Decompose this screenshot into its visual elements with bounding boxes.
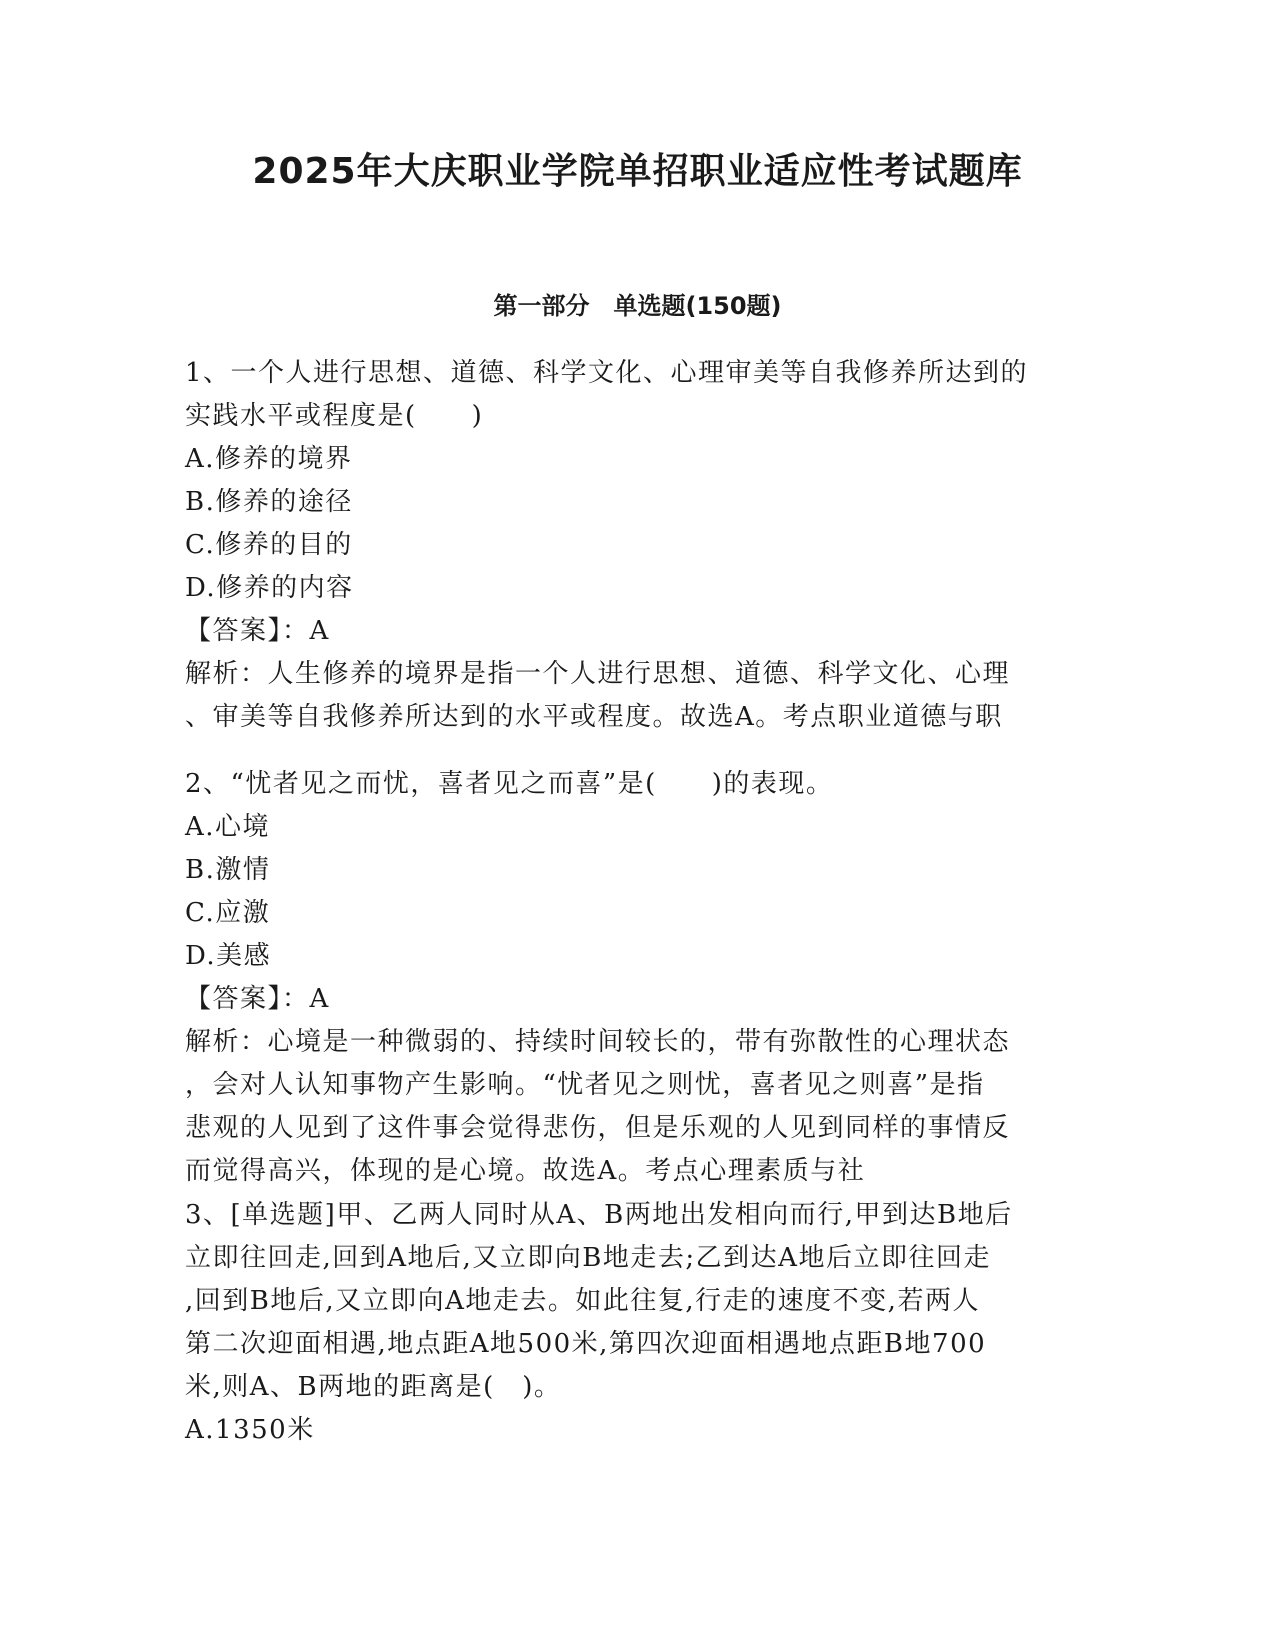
option-d: D.美感 [185,941,272,971]
question-3 [185,1194,1085,1452]
question-2 [185,763,1085,1193]
question-stem-line: 实践水平或程度是( ) [185,401,484,431]
option-c: C.应激 [185,898,271,928]
option-b: B.激情 [185,855,271,885]
option-d: D.修养的内容 [185,573,354,603]
analysis-line: 、审美等自我修养所达到的水平或程度。故选A。考点职业道德与职 [185,702,1003,732]
question-stem-line: 2、“忧者见之而忧，喜者见之而喜”是( )的表现。 [185,769,834,799]
option-a: A.修养的境界 [185,444,353,474]
analysis-line: 解析：心境是一种微弱的、持续时间较长的，带有弥散性的心理状态 [185,1027,1011,1057]
answer-line: 【答案】：A [185,984,330,1014]
question-stem-line: 立即往回走,回到A地后,又立即向B地走去;乙到达A地后立即往回走 [185,1243,991,1273]
question-1 [185,352,1085,739]
document-title: 2025年大庆职业学院单招职业适应性考试题库 [252,151,1023,192]
analysis-line: 而觉得高兴，体现的是心境。故选A。考点心理素质与社 [185,1156,866,1186]
option-a: A.心境 [185,812,271,842]
option-b: B.修养的途径 [185,487,353,517]
option-c: C.修养的目的 [185,530,353,560]
analysis-line: ，会对人认知事物产生影响。“忧者见之则忧，喜者见之则喜”是指 [185,1070,985,1100]
question-stem-line: 3、[单选题]甲、乙两人同时从A、B两地出发相向而行,甲到达B地后 [185,1200,1013,1230]
answer-line: 【答案】：A [185,616,330,646]
analysis-line: 解析：人生修养的境界是指一个人进行思想、道德、科学文化、心理 [185,659,1011,689]
analysis-line: 悲观的人见到了这件事会觉得悲伤，但是乐观的人见到同样的事情反 [185,1113,1011,1143]
option-a: A.1350米 [185,1415,315,1445]
question-stem-line: 米,则A、B两地的距离是( )。 [185,1372,562,1402]
question-stem-line: 第二次迎面相遇,地点距A地500米,第四次迎面相遇地点距B地700 [185,1329,987,1359]
question-stem-line: 1、一个人进行思想、道德、科学文化、心理审美等自我修养所达到的 [185,358,1029,388]
question-stem-line: ,回到B地后,又立即向A地走去。如此往复,行走的速度不变,若两人 [185,1286,980,1316]
section-heading: 第一部分 单选题(150题) [493,292,782,320]
